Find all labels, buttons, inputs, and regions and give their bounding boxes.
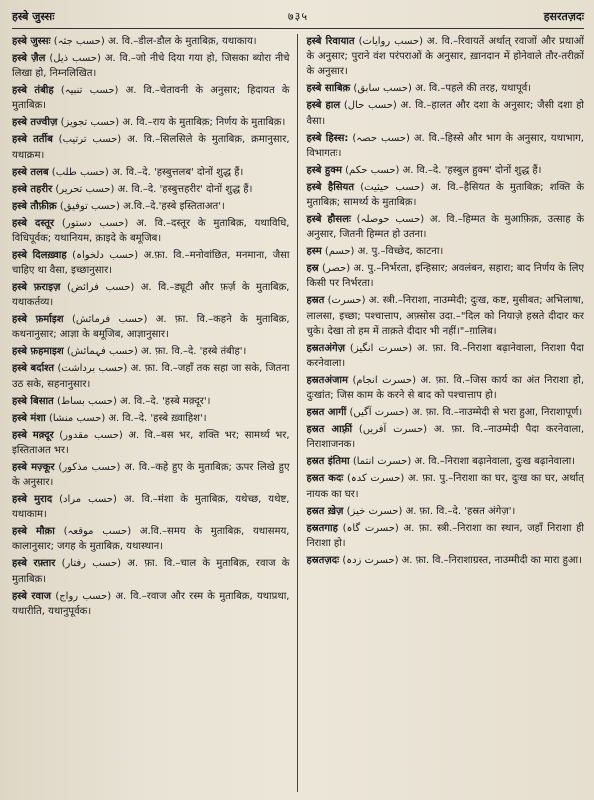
dictionary-entry bbox=[307, 422, 585, 452]
dictionary-entry bbox=[12, 460, 290, 490]
entry-headword: हस्बे जुस्सः bbox=[12, 36, 51, 47]
dictionary-entry bbox=[307, 373, 585, 403]
entry-headword: हस्बे दिलख़्वाह bbox=[12, 249, 67, 261]
entry-definition: (حسب جثہ) अ. वि.–डील-डौल के मुताबिक़, यथाकाय। bbox=[53, 36, 257, 47]
entry-definition: (حسب فرمائش) अ. फ़ा. वि.–कहने के मुताबिक़, कथनानुसार; आज्ञा के बमूजिब, आज्ञानुसार। bbox=[12, 314, 290, 341]
two-column-body bbox=[12, 34, 584, 792]
entry-definition: (حسب سابق) अ. वि.–पहले की तरह, यथापूर्व। bbox=[353, 83, 532, 95]
dictionary-entry bbox=[12, 589, 290, 619]
entry-headword: हस्बे बिसात bbox=[12, 395, 54, 407]
entry-headword: हस्बे मुराद bbox=[12, 494, 53, 506]
entry-definition: (حسب ترتیب) अ. वि.–सिलसिले के मुताबिक़, क्रमानुसार, यथाक्रम। bbox=[12, 134, 290, 161]
entry-headword: हस्रत कदः bbox=[306, 473, 344, 485]
entry-headword: हस्रतज़दः bbox=[306, 554, 340, 566]
dictionary-entry bbox=[12, 492, 290, 522]
entry-headword: हस्बे हाल bbox=[306, 100, 341, 112]
entry-definition: (حسب توفیق) अ.वि.–दे.'हस्बे इस्तिताअत'। bbox=[59, 200, 225, 212]
entry-headword: हस्बे तहरीर bbox=[12, 183, 53, 195]
entry-definition: (حسب ذیل) अ. वि.–जो नीचे दिया गया हो, जिसका ब्योरा नीचे लिखा हो, निम्नलिखित। bbox=[12, 53, 290, 80]
entry-headword: हस्रत आगीं bbox=[306, 407, 347, 419]
entry-definition: (حسب موقعہ) अ.वि.–समय के मुताबिक़, यथासमय, कालानुसार; जगह के मुताबिक़, यथास्थान। bbox=[12, 526, 290, 553]
entry-definition: (حسب رفتار) अ. फ़ा. वि.–चाल के मुताबिक़, रवाज के मुताबिक़। bbox=[12, 558, 290, 585]
dictionary-entry bbox=[307, 504, 585, 519]
entry-headword: हस्रतगाह bbox=[306, 522, 338, 534]
dictionary-entry bbox=[12, 216, 290, 246]
entry-definition: (حسب حیثیت) अ. वि.–हैसियत के मुताबिक़; शक्ति के मुताबिक़; सामर्थ्य के मुताबिक़। bbox=[306, 181, 584, 209]
dictionary-entry bbox=[12, 34, 290, 49]
entry-definition: (حسب برداشت) अ. फ़ा. वि.–जहाँ तक सहा जा सके, जितना उठ सके, सहनानुसार। bbox=[12, 363, 290, 390]
entry-definition: (حسب فرائض) अ. वि.–ड्यूटी और फ़र्ज़ के मुताबिक़, यथाकर्तव्य। bbox=[12, 282, 290, 309]
dictionary-entry bbox=[12, 83, 290, 113]
dictionary-entry bbox=[307, 244, 585, 259]
dictionary-entry bbox=[307, 180, 585, 210]
entry-headword: हस्बे रिवायात bbox=[306, 36, 355, 47]
entry-definition: (حسب حصہ) अ. वि.–हिस्से और भाग के अनुसार, यथाभाग, विभागतः। bbox=[306, 132, 584, 159]
entry-headword: हस्बे रवाज bbox=[12, 590, 52, 602]
dictionary-entry bbox=[12, 132, 290, 162]
dictionary-entry bbox=[307, 341, 585, 371]
right-column bbox=[298, 34, 585, 792]
dictionary-entry bbox=[307, 293, 585, 339]
dictionary-entry bbox=[307, 98, 585, 128]
entry-headword: हस्रत इंतिमा bbox=[306, 456, 350, 468]
entry-definition: (حسب دستور) अ. वि.–दस्तूर के मुताबिक़, यथाविधि, विधिपूर्वक; यथानियम, क़ाइदे के बमूजिब। bbox=[12, 217, 290, 244]
entry-definition: (حسرت) अ. स्त्री.–निराशा, नाउम्मेदी; दुःख, कष्ट, मुसीबत; अभिलाषा, लालसा, इच्छा; पश्चात्ताप, अफ़्सोस उदा.–"दिल को नियाज़े हस्रते दीदार कर चुके। देखा तो हम में ताक़ते दीदार भी नहीं।"–ग़ालिब। bbox=[306, 295, 584, 337]
entry-definition: (حسرت آفریں) अ. फ़ा. वि.–नाउम्मेदी पैदा करनेवाला, निराशाजनक। bbox=[306, 424, 584, 451]
entry-headword: हस्बे तर्तीब bbox=[12, 134, 53, 146]
entry-headword: हस्रत bbox=[306, 295, 325, 307]
entry-definition: (حسرت انتما) अ. वि.–निराशा बढ़ानेवाला, दुःख बढ़ानेवाला। bbox=[352, 456, 575, 468]
entry-headword: हस्बे तलब bbox=[12, 166, 49, 178]
dictionary-entry bbox=[12, 280, 290, 310]
dictionary-entry bbox=[12, 115, 290, 130]
entry-headword: हस्बे हिस्स: bbox=[306, 132, 349, 144]
entry-headword: हस्बे फ़र्माइश bbox=[12, 314, 64, 326]
entry-definition: (حسب مذکور) अ. वि.–कहे हुए के मुताबिक़; ऊपर लिखे हुए के अनुसार। bbox=[12, 461, 290, 489]
header-right-guide-word: हसरतज़दः bbox=[543, 10, 584, 23]
entry-definition: (حسرت آگیں) अ. फ़ा. वि.–नाउम्मेदी से भरा हुआ, निराशापूर्ण। bbox=[349, 407, 583, 419]
entry-definition: (حسب مقدور) अ. वि.–बस भर, शक्ति भर; सामर्थ्य भर, इस्तिताअत भर। bbox=[12, 429, 290, 456]
entry-definition: (حسب بساط) अ. वि.–दे. 'हस्बे मक़्दूर'। bbox=[56, 395, 211, 407]
entry-headword: हस्बे ज़ैल bbox=[12, 53, 46, 64]
header-left-guide-word: हस्बे जुस्सः bbox=[12, 10, 55, 23]
dictionary-entry bbox=[307, 553, 585, 568]
entry-definition: (حسب تحریر) अ. वि.–दे. 'हस्बुत्तहरीर' दोनों शुद्ध हैं। bbox=[55, 183, 253, 195]
dictionary-entry bbox=[12, 165, 290, 180]
entry-headword: हस्रतअंजाम bbox=[306, 375, 348, 387]
entry-headword: हस्बे हुक्म bbox=[306, 164, 342, 176]
entry-definition: (حسب حال) अ. वि.–हालत और दशा के अनुसार; जैसी दशा हो वैसा। bbox=[306, 100, 584, 127]
dictionary-entry bbox=[12, 51, 290, 81]
entry-headword: हस्बे मौक़ा bbox=[12, 526, 55, 538]
entry-headword: हस्बे तंबीह bbox=[12, 85, 54, 97]
dictionary-entry bbox=[307, 521, 585, 551]
dictionary-entry bbox=[307, 212, 585, 242]
entry-headword: हस्बे फ़राइज़ bbox=[12, 282, 61, 294]
entry-headword: हस्रत आफ़्रीं bbox=[306, 424, 353, 436]
entry-definition: (حسب روایات) अ. वि.–रिवायतें अर्थात् रवाजों और प्रथाओं के अनुसार; पुराने वंश परंपराओं के अनुसार, ख़ानदान में होनेवाले तौर-तरीक़ों के अनुसार। bbox=[306, 36, 584, 78]
dictionary-entry bbox=[307, 81, 585, 96]
entry-headword: हस्बे हौसलः bbox=[306, 214, 351, 226]
entry-headword: हस्बे तज्वीज़ bbox=[12, 117, 58, 129]
entry-definition: (حسرت خیز) अ. फ़ा. वि.–दे. 'हस्रत अंगेज़'। bbox=[346, 505, 516, 517]
left-column bbox=[12, 34, 298, 792]
dictionary-entry bbox=[12, 248, 290, 278]
dictionary-entry bbox=[307, 471, 585, 501]
dictionary-entry bbox=[307, 454, 585, 469]
dictionary-entry bbox=[12, 199, 290, 214]
dictionary-entry bbox=[12, 524, 290, 554]
entry-definition: (حسرت گاہ) अ. फ़ा. स्त्री.–निराशा का स्थान, जहाँ निराशा ही निराशा हो। bbox=[306, 522, 584, 549]
entry-definition: (حسب مراد) अ. वि.–मंशा के मुताबिक़, यथेच्छ, यथेष्ट, यथाकाम। bbox=[12, 494, 290, 521]
entry-headword: हस्बे मज़्कूर bbox=[12, 461, 55, 473]
dictionary-entry bbox=[12, 394, 290, 409]
entry-definition: (حصر) अ. पु.–निर्भरता, इन्हिसार; अवलंबन, सहारा; बाद निर्णय के लिए किसी पर निर्भरता। bbox=[306, 263, 584, 290]
entry-definition: (حسب رواج) अ. वि.–रवाज और रस्म के मुताबिक़, यथाप्रथा, यथारीति, यथानुपूर्वक। bbox=[12, 590, 290, 617]
dictionary-entry bbox=[12, 556, 290, 586]
entry-definition: (حسب طلب) अ. वि.–दे. 'हस्बुत्तलब' दोनों शुद्ध हैं। bbox=[51, 166, 244, 178]
entry-headword: हस्बे मंशा bbox=[12, 412, 46, 424]
page-header bbox=[12, 6, 584, 29]
entry-headword: हस्बे दस्तूर bbox=[12, 217, 55, 229]
dictionary-entry bbox=[307, 131, 585, 161]
entry-definition: (حسم) अ. पु.–विच्छेद, काटना। bbox=[324, 246, 444, 258]
entry-headword: हस्रतअंगेज़ bbox=[306, 342, 346, 354]
dictionary-entry bbox=[12, 361, 290, 391]
entry-headword: हस्बे रफ़्तार bbox=[12, 558, 56, 570]
dictionary-entry bbox=[12, 312, 290, 342]
entry-definition: (حسرت زدہ) अ. फ़ा. वि.–निराशाग्रस्त, नाउम्मीदी का मारा हुआ। bbox=[342, 554, 582, 566]
entry-headword: हस्बे फ़हमाइश bbox=[12, 346, 64, 358]
entry-headword: हस्बे तौफ़ीक़ bbox=[12, 200, 57, 212]
dictionary-entry bbox=[12, 182, 290, 197]
entry-definition: (حسب حوصلہ) अ. वि.–हिम्मत के मुआफ़िक़, उत्साह के अनुसार, जितनी हिम्मत हो उतना। bbox=[306, 214, 584, 241]
dictionary-entry bbox=[12, 344, 290, 359]
entry-headword: हस्र bbox=[306, 263, 319, 275]
entry-definition: (حسب تنبیہ) अ. वि.–चेतावनी के अनुसार; हिदायत के मुताबिक़। bbox=[12, 85, 290, 112]
entry-headword: हस्बे मक़्दूर bbox=[12, 429, 54, 441]
entry-headword: हस्बे साबिक़ bbox=[306, 83, 351, 95]
entry-headword: हस्रत ख़ेज़ bbox=[306, 505, 344, 517]
dictionary-entry bbox=[307, 405, 585, 420]
dictionary-entry bbox=[12, 428, 290, 458]
dictionary-entry bbox=[307, 163, 585, 178]
entry-definition: (حسرت انجام) अ. फ़ा. वि.–जिस कार्य का अंत निराशा हो, दुःखांत; जिस काम के करने से बाद को पश्चात्ताप हो। bbox=[306, 375, 584, 402]
entry-definition: (حسرت کدہ) अ. फ़ा. पु.–निराशा का घर, दुःख का घर, अर्थात् नायक का घर। bbox=[306, 473, 584, 500]
dictionary-entry bbox=[307, 261, 585, 291]
entry-headword: हस्म bbox=[306, 246, 322, 258]
page-number: ७३५ bbox=[287, 10, 309, 23]
entry-definition: (حسب دلخواہ) अ.फ़ा. वि.–मनोवांछित, मनमाना, जैसा चाहिए था वैसा, इच्छानुसार। bbox=[12, 249, 290, 277]
entry-definition: (حسب منشا) अ. वि.–दे. 'हस्बे ख़्वाहिश'। bbox=[48, 412, 207, 424]
entry-definition: (حسب حکم) अ. वि.–दे. 'हस्बुल हुक्म' दोनों शुद्ध हैं। bbox=[345, 164, 542, 176]
dictionary-entry bbox=[307, 34, 585, 80]
entry-definition: (حسب تجویز) अ. वि.–राय के मुताबिक़; निर्णय के मुताबिक़। bbox=[60, 117, 286, 129]
dictionary-entry bbox=[12, 411, 290, 426]
entry-headword: हस्बे बर्दाश्त bbox=[12, 363, 55, 375]
entry-definition: (حسرت انگیز) अ. फ़ा. वि.–निराशा बढ़ानेवाला, निराशा पैदा करनेवाला। bbox=[306, 342, 584, 370]
entry-definition: (حسب فہمائش) अ. फ़ा. वि.–दे. 'हस्बे तंबीह'। bbox=[66, 346, 247, 358]
entry-headword: हस्बे हैसियत bbox=[306, 181, 355, 193]
